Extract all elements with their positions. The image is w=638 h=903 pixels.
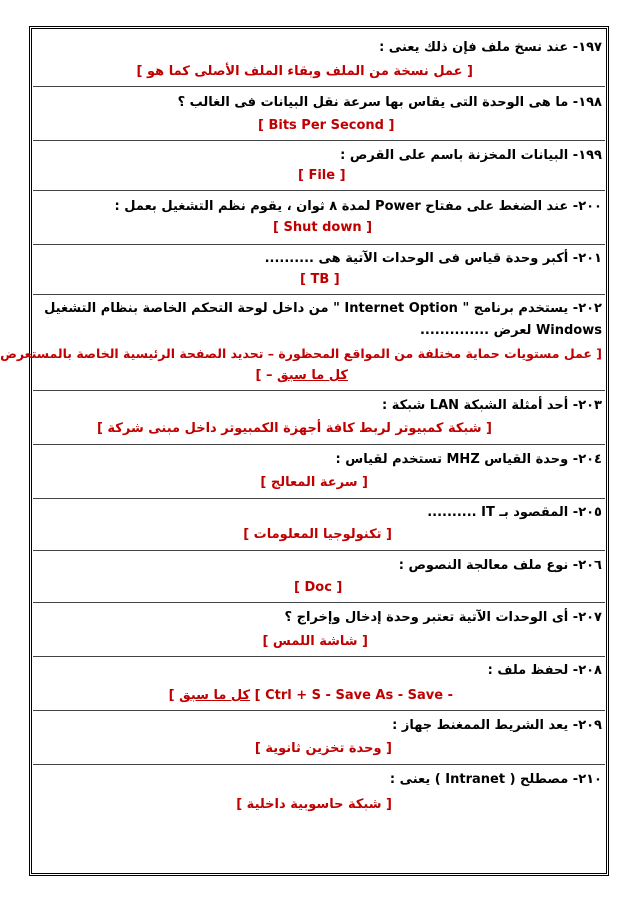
divider xyxy=(33,244,605,245)
answer-207: [ شاشة اللمس ] xyxy=(262,634,368,649)
question-197: ١٩٧- عند نسخ ملف فإن ذلك يعنى : xyxy=(379,40,602,55)
answer-201: [ TB ] xyxy=(300,272,340,287)
answer-208-close: ] xyxy=(168,688,175,703)
question-208: ٢٠٨- لحفظ ملف : xyxy=(487,663,602,678)
question-201: ٢٠١- أكبر وحدة قياس فى الوحدات الآتية هى .......... xyxy=(264,251,602,266)
divider xyxy=(33,294,605,295)
all-of-above: كل ما سبق xyxy=(277,368,348,383)
answer-198: [ Bits Per Second ] xyxy=(258,118,395,133)
answer-202-suffix: – ] xyxy=(255,368,273,383)
answer-202-line2 xyxy=(256,368,348,383)
question-205: ٢٠٥- المقصود بـ IT .......... xyxy=(427,505,602,520)
divider xyxy=(33,602,605,603)
divider xyxy=(33,86,605,87)
divider xyxy=(33,710,605,711)
answer-208-options: [ Ctrl + S - Save As - Save - xyxy=(254,688,453,703)
divider xyxy=(33,656,605,657)
question-210: ٢١٠- مصطلح ( Intranet ) يعنى : xyxy=(389,772,602,787)
question-202-line2: Windows لعرض .............. xyxy=(419,323,602,338)
answer-204: [ سرعة المعالج ] xyxy=(260,475,368,490)
answer-205: [ تكنولوجيا المعلومات ] xyxy=(243,527,392,542)
answer-202: [ عمل مستويات حماية مختلفة من المواقع المحظورة – تحديد الصفحة الرئيسية الخاصة بالمستعرض xyxy=(0,346,602,361)
answer-203: [ شبكة كمبيوتر لربط كافة أجهزة الكمبيوتر داخل مبنى شركة ] xyxy=(96,421,492,436)
divider xyxy=(33,444,605,445)
question-204: ٢٠٤- وحدة القياس MHZ تستخدم لقياس : xyxy=(335,452,602,467)
answer-209: [ وحدة تخزين ثانوية ] xyxy=(254,741,392,756)
answer-208 xyxy=(169,688,453,703)
divider xyxy=(33,140,605,141)
question-207: ٢٠٧- أى الوحدات الآتية تعتبر وحدة إدخال وإخراج ؟ xyxy=(284,610,602,625)
answer-197: [ عمل نسخة من الملف وبقاء الملف الأصلى كما هو ] xyxy=(136,64,473,79)
question-203: ٢٠٣- أحد أمثلة الشبكة LAN شبكة : xyxy=(382,398,602,413)
divider xyxy=(33,390,605,391)
question-198: ١٩٨- ما هى الوحدة التى يقاس بها سرعة نقل البيانات فى الغالب ؟ xyxy=(177,95,602,110)
all-of-above: كل ما سبق xyxy=(179,688,251,703)
question-199: ١٩٩- البيانات المخزنة باسم على القرص : xyxy=(340,148,602,163)
answer-199: [ File ] xyxy=(298,168,346,183)
answer-200: [ Shut down ] xyxy=(273,220,373,235)
divider xyxy=(33,498,605,499)
question-202: ٢٠٢- يستخدم برنامج " Internet Option " من داخل لوحة التحكم الخاصة بنظام التشغيل xyxy=(44,301,602,316)
question-200: ٢٠٠- عند الضغط على مفتاح Power لمدة ٨ ثوان ، يقوم نظم التشغيل بعمل : xyxy=(114,199,602,214)
question-209: ٢٠٩- يعد الشريط الممغنط جهاز : xyxy=(392,718,602,733)
answer-206: [ Doc ] xyxy=(294,580,343,595)
divider xyxy=(33,190,605,191)
answer-210: [ شبكة حاسوبية داخلية ] xyxy=(236,797,392,812)
divider xyxy=(33,550,605,551)
question-206: ٢٠٦- نوع ملف معالجة النصوص : xyxy=(398,558,602,573)
divider xyxy=(33,764,605,765)
